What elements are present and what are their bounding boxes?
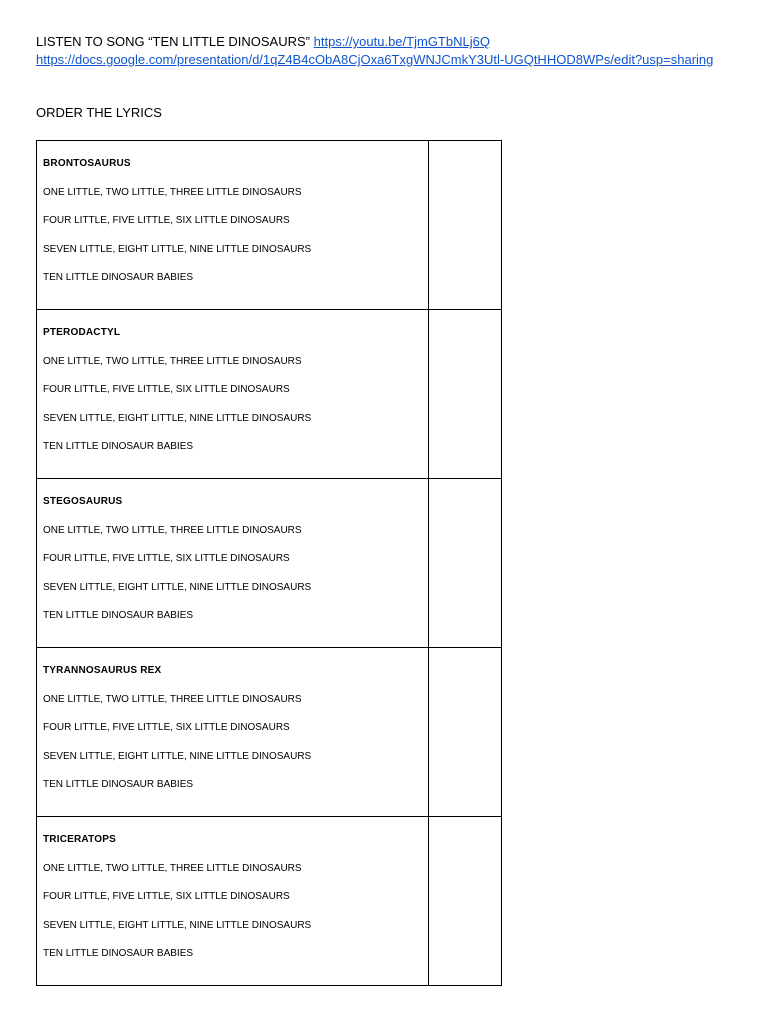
lyric-line: TEN LITTLE DINOSAUR BABIES [43,610,194,621]
lyric-line: ONE LITTLE, TWO LITTLE, THREE LITTLE DINOSAURS [43,693,302,705]
table-row [37,141,502,310]
answer-cell[interactable] [429,648,502,817]
lyric-line: ONE LITTLE, TWO LITTLE, THREE LITTLE DINOSAURS [43,355,302,367]
answer-cell[interactable] [429,479,502,648]
lyric-line: FOUR LITTLE, FIVE LITTLE, SIX LITTLE DINOSAURS [43,215,290,226]
lyric-line: ONE LITTLE, TWO LITTLE, THREE LITTLE DINOSAURS [43,186,302,198]
instruction-heading: ORDER THE LYRICS [36,105,162,120]
section-title: STEGOSAURUS [43,496,123,507]
lyric-line: ONE LITTLE, TWO LITTLE, THREE LITTLE DINOSAURS [43,862,302,874]
section-title: TRICERATOPS [43,834,116,845]
section-title: TYRANNOSAURUS REX [43,665,162,676]
youtube-link[interactable]: https://youtu.be/TjmGTbNLj6Q [313,34,490,49]
lyric-line: FOUR LITTLE, FIVE LITTLE, SIX LITTLE DINOSAURS [43,384,290,395]
lyrics-cell [37,648,429,817]
section-title: BRONTOSAURUS [43,158,131,169]
table-row [37,817,502,986]
lyric-line: SEVEN LITTLE, EIGHT LITTLE, NINE LITTLE DINOSAURS [43,412,312,424]
section-title: PTERODACTYL [43,327,121,338]
lyrics-cell [37,310,429,479]
table-row [37,310,502,479]
answer-cell[interactable] [429,141,502,310]
table-row [37,648,502,817]
lyric-line: SEVEN LITTLE, EIGHT LITTLE, NINE LITTLE DINOSAURS [43,581,312,593]
lyric-line: TEN LITTLE DINOSAUR BABIES [43,441,194,452]
lyrics-cell [37,817,429,986]
lyric-line: FOUR LITTLE, FIVE LITTLE, SIX LITTLE DINOSAURS [43,722,290,733]
lyric-line: TEN LITTLE DINOSAUR BABIES [43,948,194,959]
lyric-line: SEVEN LITTLE, EIGHT LITTLE, NINE LITTLE DINOSAURS [43,919,312,931]
lyric-line: FOUR LITTLE, FIVE LITTLE, SIX LITTLE DINOSAURS [43,891,290,902]
lyric-line: TEN LITTLE DINOSAUR BABIES [43,779,194,790]
lyric-line: TEN LITTLE DINOSAUR BABIES [43,272,194,283]
lyric-line: SEVEN LITTLE, EIGHT LITTLE, NINE LITTLE DINOSAURS [43,243,312,255]
answer-cell[interactable] [429,817,502,986]
slides-link[interactable]: https://docs.google.com/presentation/d/1qZ4B4cObA8CjOxa6TxgWNJCmkY3Utl-UGQtHHOD8WPs/edit?usp=sharing [36,52,714,67]
lyrics-table [36,140,502,986]
table-row [37,479,502,648]
intro-text: LISTEN TO SONG “TEN LITTLE DINOSAURS” [36,34,311,49]
lyric-line: SEVEN LITTLE, EIGHT LITTLE, NINE LITTLE DINOSAURS [43,750,312,762]
header-block [36,33,736,69]
lyric-line: ONE LITTLE, TWO LITTLE, THREE LITTLE DINOSAURS [43,524,302,536]
lyrics-cell [37,479,429,648]
answer-cell[interactable] [429,310,502,479]
lyric-line: FOUR LITTLE, FIVE LITTLE, SIX LITTLE DINOSAURS [43,553,290,564]
lyrics-cell [37,141,429,310]
